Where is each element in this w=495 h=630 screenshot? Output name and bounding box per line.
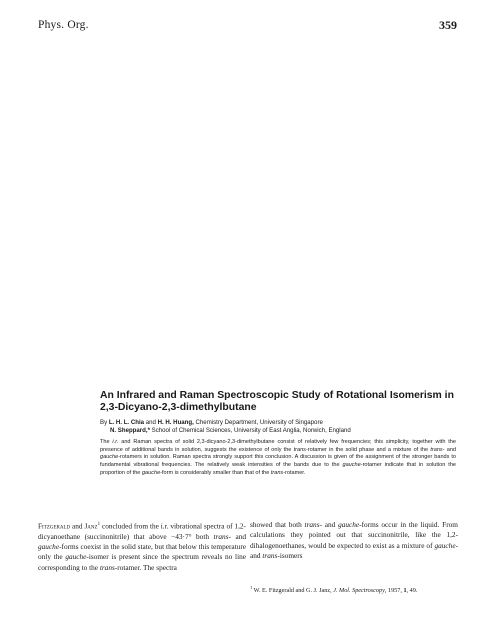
author-block (100, 419, 460, 435)
body-column-right: showed that both trans- and gauche-forms occur in the liquid. From calculations they pointed out that succinonitrile, like the 1,2-dihalogenoethanes, would be expected to exist as a mixture of gauche- and trans-isomers (250, 520, 458, 560)
author-name: L. H. L. Chia (108, 419, 145, 426)
running-head: Phys. Org. (38, 19, 89, 31)
affiliation: Chemistry Department, University of Singapore (193, 419, 323, 426)
body-column-left: Fitzgerald and Janz$^1$ concluded from the i.r. vibrational spectra of 1,2-dicyanoethane (succinonitrile) that above −43·7° both trans- and gauche-forms coexist in the solid state, but that below this temperature only the gauche-isomer is present since the spectrum reveals no line corresponding to the trans-rotamer. The spectra (38, 521, 247, 572)
author-name: H. H. Huang, (157, 419, 194, 426)
footnote: $^1$ W. E. Fitzgerald and G. J. Janz, J. Mol. Spectroscopy, 1957, 1, 49. (250, 585, 418, 595)
author-name: N. Sheppard,* (110, 427, 150, 434)
author-line-1: By L. H. L. Chia and H. H. Huang, Chemistry Department, University of Singapore (100, 419, 323, 426)
article-title: An Infrared and Raman Spectroscopic Study of Rotational Isomerism in 2,3-Dicyano-2,3-dimethylbutane (100, 390, 454, 413)
author-line-2 (100, 427, 460, 435)
abstract: The i.r. and Raman spectra of solid 2,3-dicyano-2,3-dimethylbutane consist of relatively few frequencies; this simplicity, together with the presence of additional bands in solution, suggests the existence of only the trans-rotamer in the solid phase and a mixture of the trans- and gauche-rotamers in solution. Raman spectra strongly support this conclusion. A discussion is given of the assignment of the stronger bands to fundamental vibrational frequencies. The relatively weak intensities of the bands due to the gauche-rotamer indicate that in solution the proportion of the gauche-form is considerably smaller than that of the trans-rotamer. (100, 439, 456, 476)
affiliation: School of Chemical Sciences, University of East Anglia, Norwich, England (149, 427, 351, 434)
reference-marker: 1 (97, 522, 101, 527)
page-number: 359 (439, 18, 457, 32)
